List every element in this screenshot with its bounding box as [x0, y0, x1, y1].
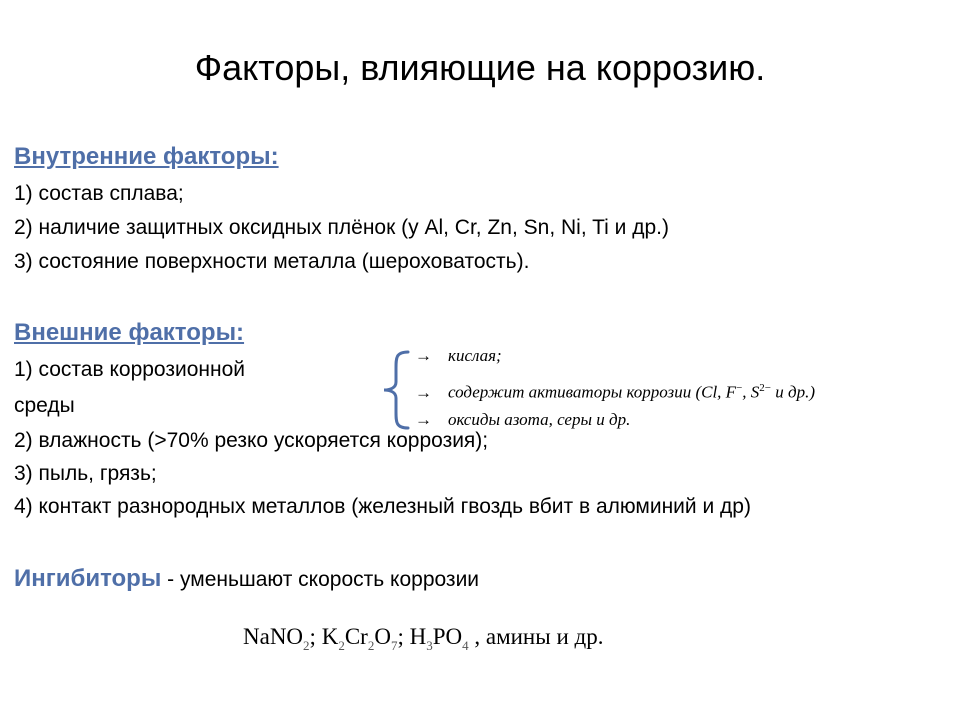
formula-h: H: [409, 624, 427, 649]
activators-prefix: содержит активаторы коррозии (: [448, 382, 702, 402]
external-factors-heading: Внешние факторы:: [14, 319, 245, 346]
inhibitors-description: - уменьшают скорость коррозии: [161, 568, 480, 591]
inhibitors-keyword: Ингибиторы: [14, 565, 162, 592]
medium-acid-item: [415, 346, 502, 366]
external-factor-1: 1) состав коррозионной: [14, 358, 246, 381]
internal-factors-heading: Внутренние факторы:: [14, 143, 279, 170]
formula-tail: , амины и др.: [468, 624, 604, 649]
medium-acid-text: кислая;: [448, 346, 502, 365]
arrow-right-icon: →: [415, 382, 432, 402]
internal-factor-3: 3) состояние поверхности металла (шероховатость).: [14, 250, 530, 273]
formula-cr: Cr: [344, 624, 368, 649]
formula-nano2: NaNO: [243, 624, 304, 649]
medium-activators-item: → содержит активаторы коррозии (Cl, F−, $S^{2-}$ и др.): [415, 382, 816, 402]
curly-brace-icon: [378, 350, 414, 430]
medium-oxides-item: [415, 410, 630, 430]
formula-o: O: [374, 624, 391, 649]
ion-s: S: [750, 382, 760, 402]
activators-suffix: и др.): [771, 382, 816, 402]
formula-separator: ;: [397, 624, 410, 649]
external-factor-4: 4) контакт разнородных металлов (железный гвоздь вбит в алюминий и др): [14, 495, 751, 518]
formula-sub: 2: [303, 638, 310, 653]
arrow-right-icon: →: [415, 410, 432, 429]
arrow-right-icon: →: [415, 346, 432, 365]
ion-f-charge: −: [736, 382, 743, 394]
formula-separator: ;: [309, 624, 322, 649]
ion-s-charge: 2−: [759, 382, 771, 394]
formula-sub: 2: [338, 638, 345, 653]
formula-k: K: [321, 624, 339, 649]
ion-cl: Cl: [701, 382, 718, 402]
inhibitors-formula: [243, 620, 603, 663]
internal-factor-2: 2) наличие защитных оксидных плёнок (у Al, Cr, Zn, Sn, Ni, Ti и др.): [14, 216, 669, 239]
external-factor-2: 2) влажность (>70% резко ускоряется коррозия);: [14, 429, 489, 452]
formula-sub: 3: [426, 638, 433, 653]
medium-oxides-text: оксиды азота, серы и др.: [448, 410, 631, 429]
external-factor-1-cont: среды: [14, 394, 75, 417]
internal-factor-1: 1) состав сплава;: [14, 182, 184, 205]
formula-sub: 4: [462, 638, 469, 653]
external-factor-3: 3) пыль, грязь;: [14, 462, 157, 485]
inhibitors-line: [14, 565, 479, 594]
slide-title: Факторы, влияющие на коррозию.: [194, 47, 766, 88]
formula-sub: 2: [367, 638, 375, 653]
formula-sub: 7: [390, 638, 398, 653]
formula-po: PO: [432, 624, 463, 649]
ion-f: F: [725, 382, 737, 402]
